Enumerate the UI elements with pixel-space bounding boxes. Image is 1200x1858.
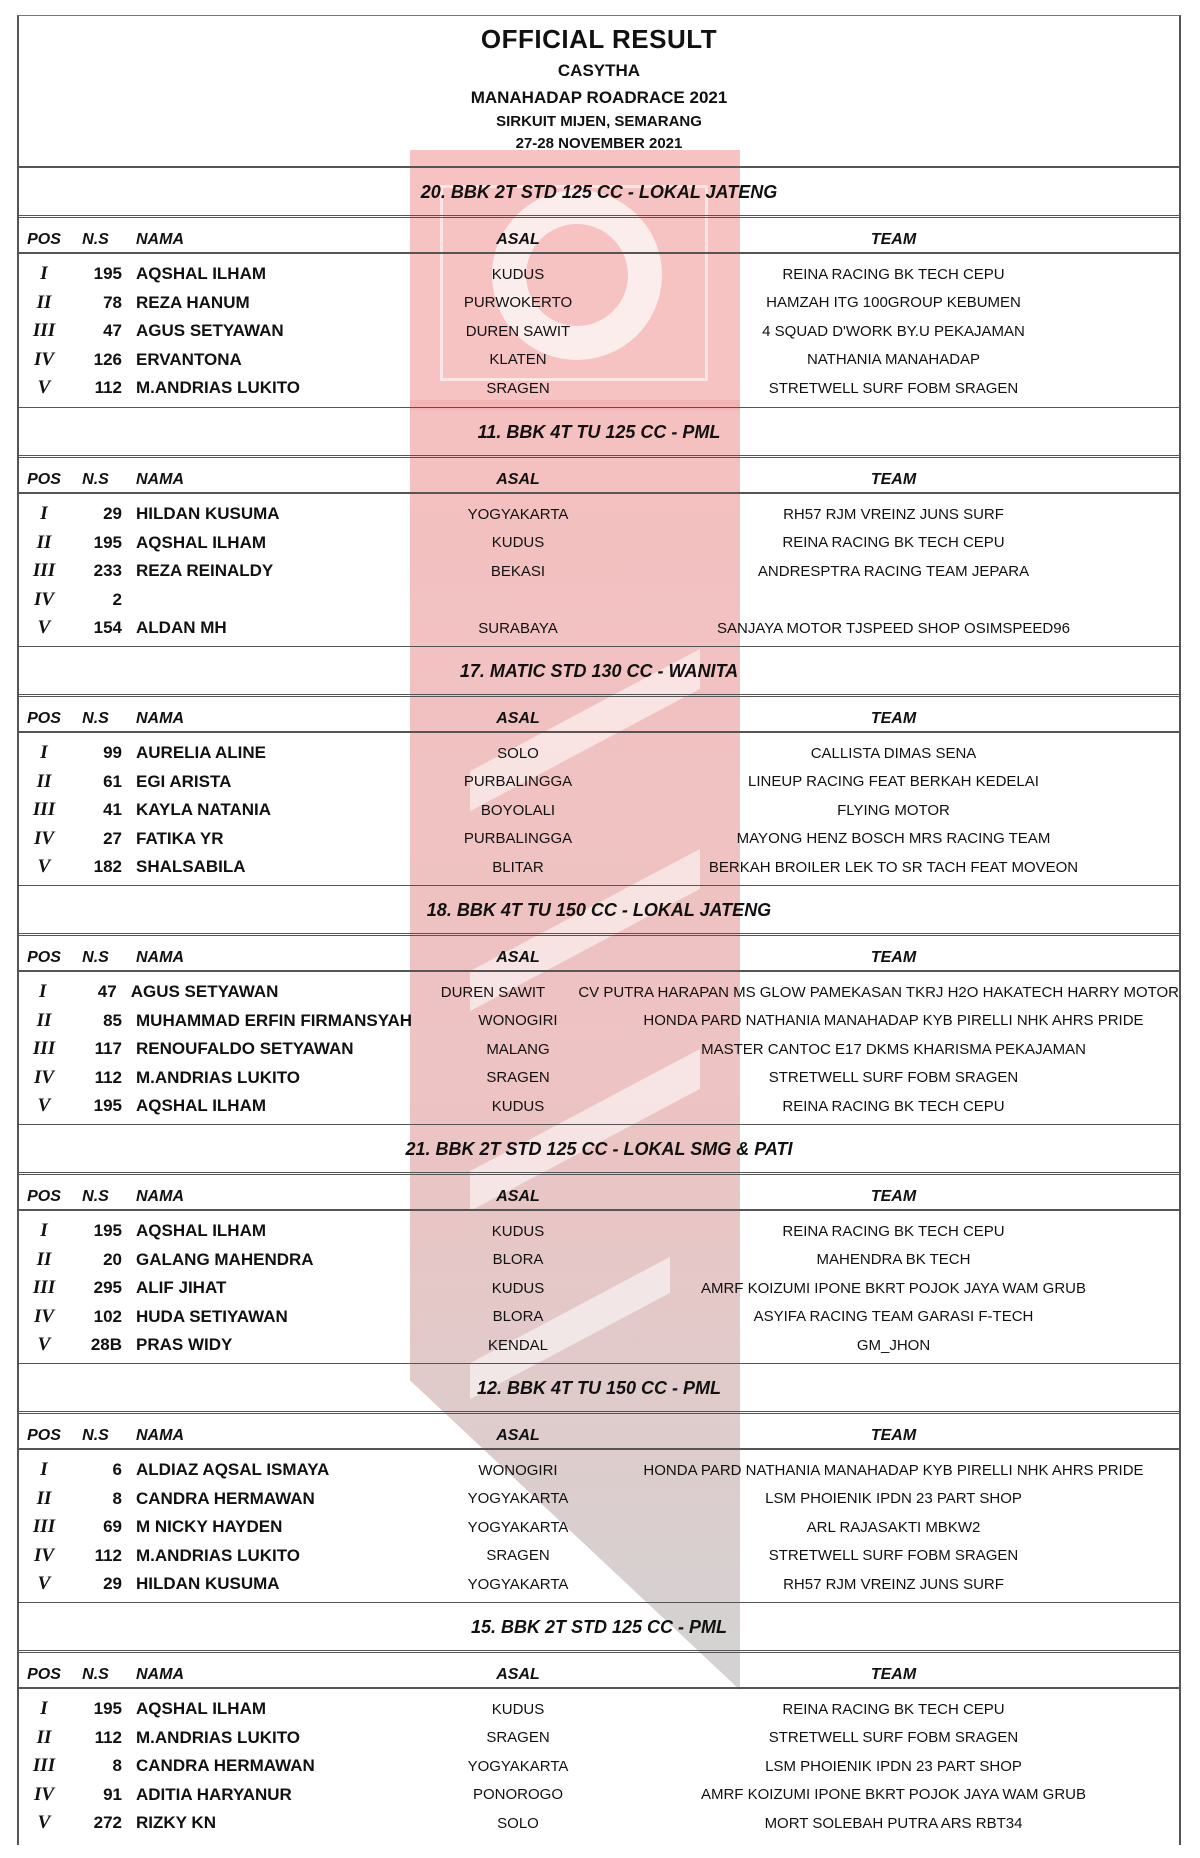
result-row: [19, 1035, 1179, 1064]
position-cell: III: [32, 560, 56, 582]
result-row: [19, 1724, 1179, 1753]
result-row: [19, 1331, 1179, 1360]
category-section: [19, 646, 1179, 885]
origin-cell: BLITAR: [492, 858, 544, 876]
team-cell: STRETWELL SURF FOBM SRAGEN: [768, 379, 1019, 397]
position-cell: II: [36, 1248, 52, 1270]
col-team-header: TEAM: [870, 1666, 917, 1683]
start-number-cell: 29: [103, 1574, 122, 1594]
col-ns-header: N.S: [82, 1427, 109, 1444]
origin-cell: SRAGEN: [486, 379, 550, 397]
rider-name-cell: GALANG MAHENDRA: [136, 1249, 314, 1269]
start-number-cell: 195: [93, 532, 122, 552]
team-cell: RH57 RJM VREINZ JUNS SURF: [783, 1575, 1004, 1593]
result-row: [19, 289, 1179, 318]
start-number-cell: 2: [112, 589, 122, 609]
result-rows: [19, 254, 1179, 403]
position-cell: I: [39, 981, 47, 1003]
document-title: OFFICIAL RESULT: [480, 24, 718, 54]
team-cell: REINA RACING BK TECH CEPU: [782, 534, 1005, 552]
col-team-header: TEAM: [870, 1188, 917, 1205]
origin-cell: KUDUS: [491, 534, 545, 552]
start-number-cell: 112: [94, 1067, 122, 1087]
result-row: [19, 853, 1179, 882]
origin-cell: MALANG: [486, 1040, 550, 1058]
result-row: [19, 557, 1179, 586]
result-row: [19, 1217, 1179, 1246]
col-team-header: TEAM: [870, 710, 917, 727]
column-header-row: [19, 1175, 1179, 1211]
category-section: [19, 1363, 1179, 1602]
rider-name-cell: ERVANTONA: [136, 349, 242, 369]
col-ns-header: N.S: [82, 471, 109, 488]
origin-cell: YOGYAKARTA: [467, 1575, 569, 1593]
rider-name-cell: AURELIA ALINE: [136, 743, 267, 763]
origin-cell: KUDUS: [491, 1222, 545, 1240]
rider-name-cell: MUHAMMAD ERFIN FIRMANSYAH: [136, 1010, 413, 1030]
rider-name-cell: ADITIA HARYANUR: [136, 1784, 292, 1804]
col-asal-header: ASAL: [496, 1666, 540, 1683]
result-row: [19, 614, 1179, 643]
category-title: 17. MATIC STD 130 CC - WANITA: [19, 647, 1179, 697]
start-number-cell: 272: [93, 1813, 122, 1833]
team-cell: AMRF KOIZUMI IPONE BKRT POJOK JAYA WAM GRUB: [700, 1279, 1087, 1297]
team-cell: MORT SOLEBAH PUTRA ARS RBT34: [764, 1814, 1023, 1832]
col-pos-header: POS: [27, 471, 61, 488]
start-number-cell: 69: [103, 1517, 122, 1537]
document-header: [19, 16, 1179, 168]
result-row: [19, 1695, 1179, 1724]
rider-name-cell: RENOUFALDO SETYAWAN: [136, 1039, 354, 1059]
origin-cell: SOLO: [497, 1814, 539, 1832]
col-asal-header: ASAL: [496, 710, 540, 727]
position-cell: III: [32, 799, 56, 821]
origin-cell: WONOGIRI: [478, 1461, 558, 1479]
rider-name-cell: ALIF JIHAT: [136, 1278, 227, 1298]
rider-name-cell: FATIKA YR: [136, 828, 224, 848]
position-cell: IV: [33, 588, 55, 610]
team-cell: GM_JHON: [856, 1336, 931, 1354]
result-row: [19, 796, 1179, 825]
origin-cell: PURBALINGGA: [463, 773, 573, 791]
team-cell: STRETWELL SURF FOBM SRAGEN: [768, 1729, 1019, 1747]
team-cell: REINA RACING BK TECH CEPU: [782, 1700, 1005, 1718]
col-name-header: NAMA: [136, 949, 184, 966]
result-row: [19, 1542, 1179, 1571]
results-sections: [19, 168, 1179, 1841]
column-header-row: [19, 1653, 1179, 1689]
origin-cell: KENDAL: [487, 1336, 549, 1354]
category-title: 15. BBK 2T STD 125 CC - PML: [19, 1603, 1179, 1653]
result-row: [19, 529, 1179, 558]
col-pos-header: POS: [27, 710, 61, 727]
start-number-cell: 47: [103, 321, 122, 341]
result-row: [19, 1007, 1179, 1036]
result-row: [19, 1752, 1179, 1781]
rider-name-cell: AQSHAL ILHAM: [136, 1096, 267, 1116]
col-ns-header: N.S: [82, 1188, 109, 1205]
result-row: [19, 1485, 1179, 1514]
origin-cell: KUDUS: [491, 265, 545, 283]
column-header-row: [19, 458, 1179, 494]
rider-name-cell: AQSHAL ILHAM: [136, 264, 267, 284]
result-row: [19, 1513, 1179, 1542]
result-row: [19, 978, 1179, 1007]
column-header-row: [19, 697, 1179, 733]
rider-name-cell: PRAS WIDY: [136, 1335, 233, 1355]
result-row: [19, 825, 1179, 854]
start-number-cell: 61: [103, 771, 122, 791]
result-row: [19, 1303, 1179, 1332]
origin-cell: SRAGEN: [486, 1069, 550, 1087]
result-rows: [19, 972, 1179, 1121]
start-number-cell: 112: [94, 1545, 122, 1565]
category-title: 20. BBK 2T STD 125 CC - LOKAL JATENG: [19, 168, 1179, 218]
sponsor-name: CASYTHA: [557, 61, 641, 80]
col-team-header: TEAM: [870, 949, 917, 966]
category-title: 12. BBK 4T TU 150 CC - PML: [19, 1364, 1179, 1414]
team-cell: STRETWELL SURF FOBM SRAGEN: [768, 1547, 1019, 1565]
result-row: [19, 374, 1179, 403]
origin-cell: DUREN SAWIT: [440, 983, 546, 1001]
position-cell: I: [40, 1459, 48, 1481]
team-cell: HONDA PARD NATHANIA MANAHADAP KYB PIRELLI NHK AHRS PRIDE: [643, 1461, 1144, 1479]
result-row: [19, 1064, 1179, 1093]
origin-cell: SRAGEN: [486, 1547, 550, 1565]
team-cell: SANJAYA MOTOR TJSPEED SHOP OSIMSPEED96: [717, 619, 1070, 637]
origin-cell: BLORA: [492, 1251, 544, 1269]
origin-cell: YOGYAKARTA: [467, 1757, 569, 1775]
position-cell: IV: [33, 1066, 55, 1088]
category-title: 21. BBK 2T STD 125 CC - LOKAL SMG & PATI: [19, 1125, 1179, 1175]
team-cell: LINEUP RACING FEAT BERKAH KEDELAI: [748, 773, 1039, 791]
start-number-cell: 195: [93, 1699, 122, 1719]
col-name-header: NAMA: [136, 1666, 184, 1683]
result-rows: [19, 1450, 1179, 1599]
start-number-cell: 102: [93, 1306, 122, 1326]
position-cell: II: [36, 1726, 52, 1748]
position-cell: III: [32, 320, 56, 342]
origin-cell: KLATEN: [489, 351, 547, 369]
team-cell: BERKAH BROILER LEK TO SR TACH FEAT MOVEON: [708, 858, 1079, 876]
origin-cell: SURABAYA: [478, 619, 558, 637]
rider-name-cell: REZA REINALDY: [136, 561, 274, 581]
result-row: [19, 586, 1179, 615]
start-number-cell: 126: [93, 349, 122, 369]
col-asal-header: ASAL: [496, 471, 540, 488]
col-pos-header: POS: [27, 949, 61, 966]
rider-name-cell: HILDAN KUSUMA: [136, 1574, 280, 1594]
result-row: [19, 317, 1179, 346]
team-cell: HAMZAH ITG 100GROUP KEBUMEN: [766, 294, 1021, 312]
column-header-row: [19, 218, 1179, 254]
start-number-cell: 28B: [90, 1335, 122, 1355]
event-date: 27-28 NOVEMBER 2021: [515, 135, 683, 152]
team-cell: LSM PHOIENIK IPDN 23 PART SHOP: [765, 1757, 1022, 1775]
col-name-header: NAMA: [136, 1427, 184, 1444]
position-cell: IV: [33, 1544, 55, 1566]
team-cell: MAHENDRA BK TECH: [816, 1251, 971, 1269]
rider-name-cell: CANDRA HERMAWAN: [136, 1756, 315, 1776]
start-number-cell: 182: [93, 857, 122, 877]
col-name-header: NAMA: [136, 231, 184, 248]
rider-name-cell: HILDAN KUSUMA: [136, 504, 280, 524]
rider-name-cell: M.ANDRIAS LUKITO: [136, 1067, 301, 1087]
team-cell: NATHANIA MANAHADAP: [806, 351, 981, 369]
origin-cell: YOGYAKARTA: [467, 505, 569, 523]
position-cell: IV: [33, 348, 55, 370]
start-number-cell: 195: [93, 1221, 122, 1241]
position-cell: V: [37, 377, 51, 399]
column-header-row: [19, 1414, 1179, 1450]
origin-cell: KUDUS: [491, 1700, 545, 1718]
result-row: [19, 768, 1179, 797]
team-cell: MASTER CANTOC E17 DKMS KHARISMA PEKAJAMAN: [701, 1040, 1086, 1058]
start-number-cell: 112: [94, 1727, 122, 1747]
origin-cell: DUREN SAWIT: [465, 322, 571, 340]
position-cell: I: [40, 503, 48, 525]
col-team-header: TEAM: [870, 231, 917, 248]
rider-name-cell: AQSHAL ILHAM: [136, 1699, 267, 1719]
rider-name-cell: HUDA SETIYAWAN: [136, 1306, 288, 1326]
rider-name-cell: SHALSABILA: [136, 857, 246, 877]
team-cell: RH57 RJM VREINZ JUNS SURF: [783, 505, 1004, 523]
origin-cell: SRAGEN: [486, 1729, 550, 1747]
col-pos-header: POS: [27, 1427, 61, 1444]
rider-name-cell: AQSHAL ILHAM: [136, 1221, 267, 1241]
category-section: [19, 1602, 1179, 1841]
rider-name-cell: ALDAN MH: [136, 618, 227, 638]
col-asal-header: ASAL: [496, 1188, 540, 1205]
result-rows: [19, 1211, 1179, 1360]
rider-name-cell: M.ANDRIAS LUKITO: [136, 1727, 301, 1747]
result-rows: [19, 1689, 1179, 1838]
position-cell: III: [32, 1755, 56, 1777]
category-title: 11. BBK 4T TU 125 CC - PML: [19, 408, 1179, 458]
team-cell: REINA RACING BK TECH CEPU: [782, 265, 1005, 283]
origin-cell: PURWOKERTO: [463, 294, 573, 312]
result-row: [19, 500, 1179, 529]
position-cell: II: [36, 1009, 52, 1031]
team-cell: 4 SQUAD D'WORK BY.U PEKAJAMAN: [762, 322, 1025, 340]
origin-cell: PURBALINGGA: [463, 830, 573, 848]
rider-name-cell: M NICKY HAYDEN: [136, 1517, 283, 1537]
origin-cell: YOGYAKARTA: [467, 1490, 569, 1508]
category-section: [19, 407, 1179, 646]
team-cell: HONDA PARD NATHANIA MANAHADAP KYB PIRELLI NHK AHRS PRIDE: [643, 1012, 1144, 1030]
team-cell: FLYING MOTOR: [837, 801, 950, 819]
origin-cell: KUDUS: [491, 1279, 545, 1297]
result-rows: [19, 733, 1179, 882]
position-cell: V: [37, 1095, 51, 1117]
start-number-cell: 8: [112, 1756, 122, 1776]
col-pos-header: POS: [27, 231, 61, 248]
start-number-cell: 233: [93, 561, 122, 581]
position-cell: III: [32, 1516, 56, 1538]
position-cell: I: [40, 1698, 48, 1720]
start-number-cell: 27: [103, 828, 122, 848]
start-number-cell: 295: [93, 1278, 122, 1298]
origin-cell: SOLO: [497, 744, 539, 762]
event-name: MANAHADAP ROADRACE 2021: [470, 88, 728, 107]
position-cell: III: [32, 1277, 56, 1299]
position-cell: II: [36, 1487, 52, 1509]
rider-name-cell: CANDRA HERMAWAN: [136, 1488, 315, 1508]
origin-cell: BLORA: [492, 1308, 544, 1326]
position-cell: V: [37, 1573, 51, 1595]
position-cell: V: [37, 1334, 51, 1356]
circuit-name: SIRKUIT MIJEN, SEMARANG: [496, 113, 702, 130]
start-number-cell: 112: [94, 378, 122, 398]
col-ns-header: N.S: [82, 710, 109, 727]
start-number-cell: 91: [103, 1784, 122, 1804]
start-number-cell: 195: [93, 264, 122, 284]
col-ns-header: N.S: [82, 1666, 109, 1683]
results-document: [17, 15, 1181, 1845]
col-ns-header: N.S: [82, 231, 109, 248]
origin-cell: WONOGIRI: [478, 1012, 558, 1030]
team-cell: CALLISTA DIMAS SENA: [810, 744, 977, 762]
origin-cell: PONOROGO: [472, 1786, 563, 1804]
result-row: [19, 1456, 1179, 1485]
team-cell: ANDRESPTRA RACING TEAM JEPARA: [757, 562, 1030, 580]
col-pos-header: POS: [27, 1188, 61, 1205]
result-row: [19, 1092, 1179, 1121]
start-number-cell: 78: [103, 292, 122, 312]
start-number-cell: 47: [97, 982, 117, 1002]
position-cell: IV: [33, 1783, 55, 1805]
result-row: [19, 1809, 1179, 1838]
col-name-header: NAMA: [136, 1188, 184, 1205]
position-cell: II: [36, 531, 52, 553]
start-number-cell: 20: [103, 1249, 122, 1269]
team-cell: AMRF KOIZUMI IPONE BKRT POJOK JAYA WAM GRUB: [700, 1786, 1087, 1804]
result-rows: [19, 494, 1179, 643]
start-number-cell: 195: [93, 1096, 122, 1116]
start-number-cell: 29: [103, 504, 122, 524]
rider-name-cell: M.ANDRIAS LUKITO: [136, 1545, 301, 1565]
position-cell: V: [37, 856, 51, 878]
category-section: [19, 1124, 1179, 1363]
team-cell: STRETWELL SURF FOBM SRAGEN: [768, 1069, 1019, 1087]
col-asal-header: ASAL: [496, 949, 540, 966]
team-cell: MAYONG HENZ BOSCH MRS RACING TEAM: [736, 830, 1051, 848]
origin-cell: BEKASI: [490, 562, 546, 580]
position-cell: II: [36, 291, 52, 313]
result-row: [19, 346, 1179, 375]
rider-name-cell: EGI ARISTA: [136, 771, 232, 791]
position-cell: I: [40, 742, 48, 764]
col-asal-header: ASAL: [496, 231, 540, 248]
rider-name-cell: AGUS SETYAWAN: [130, 982, 279, 1002]
team-cell: REINA RACING BK TECH CEPU: [782, 1097, 1005, 1115]
rider-name-cell: REZA HANUM: [136, 292, 250, 312]
origin-cell: YOGYAKARTA: [467, 1518, 569, 1536]
col-ns-header: N.S: [82, 949, 109, 966]
start-number-cell: 6: [112, 1460, 122, 1480]
origin-cell: KUDUS: [491, 1097, 545, 1115]
position-cell: V: [37, 1812, 51, 1834]
col-name-header: NAMA: [136, 710, 184, 727]
col-team-header: TEAM: [870, 471, 917, 488]
team-cell: ARL RAJASAKTI MBKW2: [806, 1518, 981, 1536]
start-number-cell: 99: [103, 743, 122, 763]
position-cell: II: [36, 770, 52, 792]
col-name-header: NAMA: [136, 471, 184, 488]
rider-name-cell: RIZKY KN: [136, 1813, 216, 1833]
rider-name-cell: KAYLA NATANIA: [136, 800, 272, 820]
team-cell: LSM PHOIENIK IPDN 23 PART SHOP: [765, 1490, 1022, 1508]
result-row: [19, 260, 1179, 289]
result-row: [19, 1570, 1179, 1599]
start-number-cell: 41: [103, 800, 122, 820]
team-cell: ASYIFA RACING TEAM GARASI F-TECH: [753, 1308, 1034, 1326]
category-section: [19, 885, 1179, 1124]
start-number-cell: 85: [103, 1010, 122, 1030]
result-row: [19, 739, 1179, 768]
col-team-header: TEAM: [870, 1427, 917, 1444]
result-row: [19, 1274, 1179, 1303]
rider-name-cell: AGUS SETYAWAN: [136, 321, 284, 341]
category-title: 18. BBK 4T TU 150 CC - LOKAL JATENG: [19, 886, 1179, 936]
start-number-cell: 117: [94, 1039, 122, 1059]
position-cell: I: [40, 1220, 48, 1242]
position-cell: I: [40, 263, 48, 285]
col-asal-header: ASAL: [496, 1427, 540, 1444]
start-number-cell: 154: [93, 618, 122, 638]
team-cell: CV PUTRA HARAPAN MS GLOW PAMEKASAN TKRJ H2O HAKATECH HARRY MOTOR: [578, 983, 1180, 1001]
rider-name-cell: AQSHAL ILHAM: [136, 532, 267, 552]
column-header-row: [19, 936, 1179, 972]
result-row: [19, 1246, 1179, 1275]
rider-name-cell: M.ANDRIAS LUKITO: [136, 378, 301, 398]
position-cell: V: [37, 617, 51, 639]
start-number-cell: 8: [112, 1488, 122, 1508]
position-cell: IV: [33, 827, 55, 849]
result-row: [19, 1781, 1179, 1810]
col-pos-header: POS: [27, 1666, 61, 1683]
category-section: [19, 168, 1179, 407]
position-cell: IV: [33, 1305, 55, 1327]
team-cell: REINA RACING BK TECH CEPU: [782, 1222, 1005, 1240]
origin-cell: BOYOLALI: [480, 801, 556, 819]
position-cell: III: [32, 1038, 56, 1060]
rider-name-cell: ALDIAZ AQSAL ISMAYA: [136, 1460, 330, 1480]
